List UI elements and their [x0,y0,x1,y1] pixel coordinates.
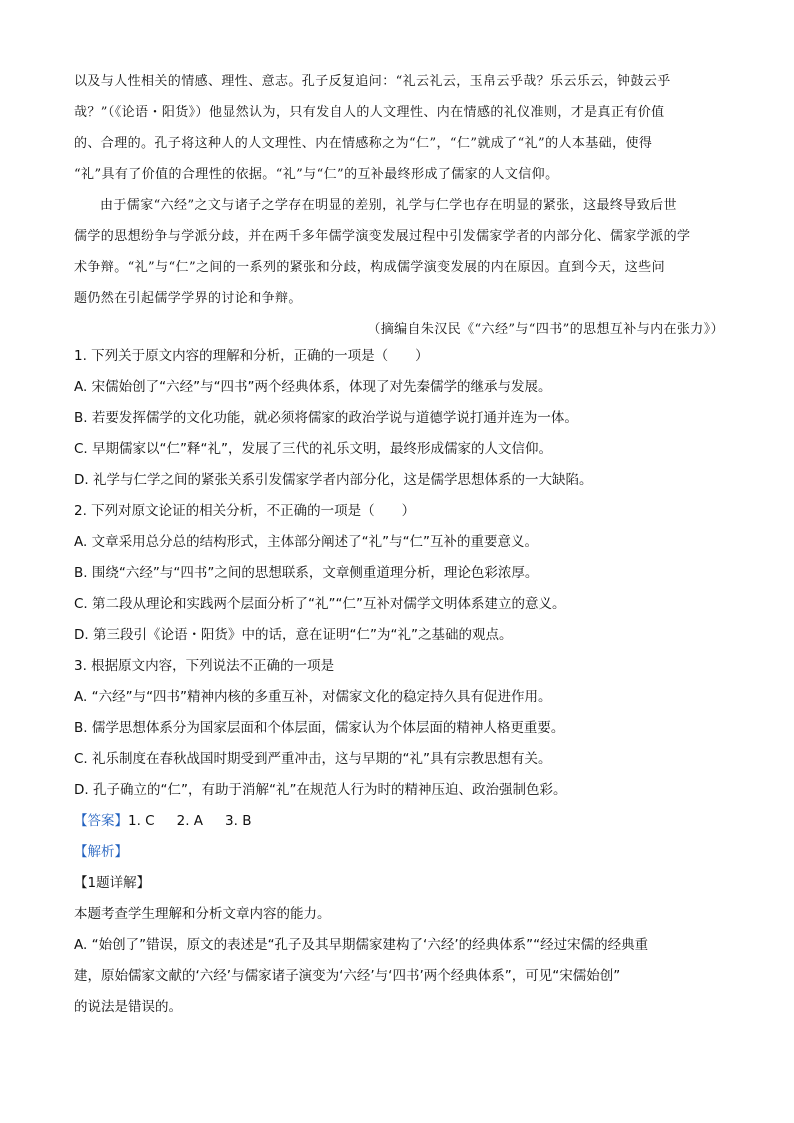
question-1-option-c: C. 早期儒家以“仁”释“礼”，发展了三代的礼乐文明，最终形成儒家的人文信仰。 [74,441,552,457]
analysis-option-a-line: A. “始创了”错误，原文的表述是“孔子及其早期儒家建构了‘六经’的经典体系”“经过宋儒的经典重 [74,937,649,953]
passage-line: 的、合理的。孔子将这种人的人文理性、内在情感称之为“仁”，“仁”就成了“礼”的人本基础，使得 [74,136,653,151]
passage-line: 术争辩。“礼”与“仁”之间的一系列的紧张和分歧，构成儒学演变发展的内在原因。直到今天，这些问 [74,260,665,275]
question-3-option-a: A. “六经”与“四书”精神内核的多重互补，对儒家文化的稳定持久具有促进作用。 [74,689,552,705]
reading-passage [74,66,724,345]
question-2-option-a: A. 文章采用总分总的结构形式，主体部分阐述了“礼”与“仁”互补的重要意义。 [74,534,539,550]
passage-source: （摘编自朱汉民《“六经”与“四书”的思想互补与内在张力》） [367,322,724,337]
answer-item: 3. B [225,813,252,829]
answer-line [74,806,724,837]
analysis-option-a-line: 建，原始儒家文献的‘六经’与儒家诸子演变为‘六经’与‘四书’两个经典体系”，可见“宋儒始创” [74,968,621,984]
passage-line: 题仍然在引起儒学学界的讨论和争辩。 [74,291,302,306]
question-1-option-b: B. 若要发挥儒学的文化功能，就必须将儒家的政治学说与道德学说打通并连为一体。 [74,410,578,426]
analysis-intro: 本题考查学生理解和分析文章内容的能力。 [74,906,331,922]
analysis-tag: 【解析】 [74,844,128,860]
analysis-line [74,837,724,868]
question-1-option-a: A. 宋儒始创了“六经”与“四书”两个经典体系，体现了对先秦儒学的继承与发展。 [74,379,552,395]
question-3-option-b: B. 儒学思想体系分为国家层面和个体层面，儒家认为个体层面的精神人格更重要。 [74,720,565,736]
answer-item: 1. C [128,813,155,829]
question-2-option-d: D. 第三段引《论语・阳货》中的话，意在证明“仁”为“礼”之基础的观点。 [74,627,513,643]
passage-paragraph-2 [74,190,724,314]
question-2-option-b: B. 围绕“六经”与“四书”之间的思想联系，文章侧重道理分析，理论色彩浓厚。 [74,565,539,581]
answer-tag: 【答案】 [74,813,128,829]
question-3-option-c: C. 礼乐制度在春秋战国时期受到严重冲击，这与早期的“礼”具有宗教思想有关。 [74,751,552,767]
passage-line: 以及与人性相关的情感、理性、意志。孔子反复追问：“礼云礼云，玉帛云乎哉？乐云乐云，钟鼓云乎 [74,74,671,89]
passage-paragraph-1 [74,66,724,190]
answer-item: 2. A [176,813,204,829]
detail-title: 【1题详解】 [74,875,151,891]
passage-line: “礼”具有了价值的合理性的依据。“礼”与“仁”的互补最终形成了儒家的人文信仰。 [74,167,559,182]
question-1-stem: 1. 下列关于原文内容的理解和分析，正确的一项是（ ） [74,348,429,364]
question-3-stem: 3. 根据原文内容，下列说法不正确的一项是 [74,658,335,674]
question-2-option-c: C. 第二段从理论和实践两个层面分析了“礼”“仁”互补对儒学文明体系建立的意义。 [74,596,566,612]
passage-line: 儒学的思想纷争与学派分歧，并在两千多年儒学演变发展过程中引发儒家学者的内部分化、儒家学派的学 [74,229,691,244]
passage-line: 哉？”（《论语・阳货》）他显然认为，只有发自人的人文理性、内在情感的礼仪准则，才是真正有价值 [74,105,665,120]
passage-line: 由于儒家“六经”之文与诸子之学存在明显的差别，礼学与仁学也存在明显的紧张，这最终导致后世 [100,198,677,213]
question-2-stem: 2. 下列对原文论证的相关分析，不正确的一项是（ ） [74,503,416,519]
question-3-option-d: D. 孔子确立的“仁”，有助于消解“礼”在规范人行为时的精神压迫、政治强制色彩。 [74,782,567,798]
analysis-option-a-line: 的说法是错误的。 [74,999,182,1015]
questions-section [74,341,724,1023]
question-1-option-d: D. 礼学与仁学之间的紧张关系引发儒家学者内部分化，这是儒学思想体系的一大缺陷。 [74,472,593,488]
